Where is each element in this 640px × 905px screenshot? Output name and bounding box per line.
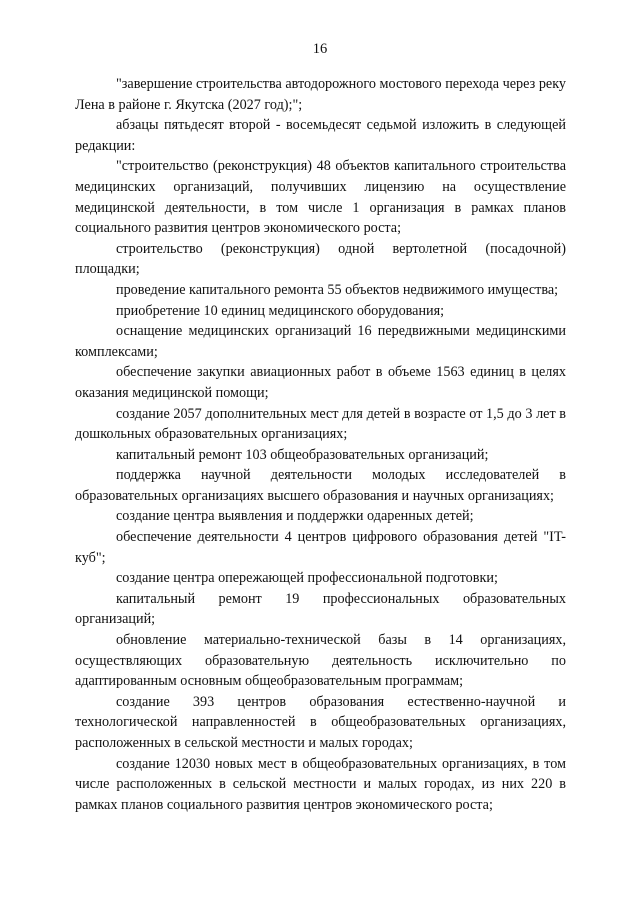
paragraph-science-centers: создание 393 центров образования естественно-научной и технологической направленностей в общеобразовательных организациях, расположенных в сельской местности и малых городах; — [75, 693, 566, 751]
paragraph-aviation-works: обеспечение закупки авиационных работ в объеме 1563 единиц в целях оказания медицинской помощи; — [75, 364, 566, 401]
paragraph-gifted-children-center: создание центра выявления и поддержки одаренных детей; — [116, 508, 474, 525]
paragraph-bridge-completion: "завершение строительства автодорожного мостового перехода через реку Лена в районе г. Якутска (2027 год);"; — [75, 76, 566, 113]
paragraph-young-researchers: поддержка научной деятельности молодых исследователей в образовательных организациях высшего образования и научных организациях; — [75, 467, 566, 504]
paragraph-new-school-places: создание 12030 новых мест в общеобразовательных организациях, в том числе расположенных в сельской местности и малых городах, из них 220 в рамках планов социального развития центров экономического роста; — [75, 755, 566, 813]
paragraph-preschool-places: создание 2057 дополнительных мест для детей в возрасте от 1,5 до 3 лет в дошкольных образовательных организациях; — [75, 405, 566, 443]
paragraph-amendment-intro: абзацы пятьдесят второй - восемьдесят седьмой изложить в следующей редакции: — [75, 117, 566, 154]
document-body — [75, 74, 566, 815]
paragraph-capital-repair-property: проведение капитального ремонта 55 объектов недвижимого имущества; — [116, 281, 559, 298]
paragraph-it-cube: обеспечение деятельности 4 центров цифрового образования детей "IT-куб"; — [75, 529, 566, 566]
paragraph-adapted-programs: обновление материально-технической базы в 14 организациях, осуществляющих образовательную деятельность исключительно по адаптированным основным общеобразовательным программам; — [75, 632, 566, 690]
paragraph-advanced-training-center: создание центра опережающей профессиональной подготовки; — [116, 570, 498, 587]
paragraph-mobile-complexes: оснащение медицинских организаций 16 передвижными медицинскими комплексами; — [75, 323, 566, 360]
page-number: 16 — [312, 41, 328, 57]
paragraph-helipad: строительство (реконструкция) одной вертолетной (посадочной) площадки; — [75, 240, 566, 278]
paragraph-school-repair: капитальный ремонт 103 общеобразовательных организаций; — [116, 446, 489, 463]
paragraph-medical-construction: "строительство (реконструкция) 48 объектов капитального строительства медицинских организаций, получивших лицензию на осуществление медицинской деятельности, в том числе 1 организация в рамках планов социального развития центров экономического роста; — [75, 158, 566, 237]
paragraph-medical-equipment: приобретение 10 единиц медицинского оборудования; — [116, 302, 445, 319]
paragraph-vocational-repair: капитальный ремонт 19 профессиональных образовательных организаций; — [75, 590, 566, 628]
